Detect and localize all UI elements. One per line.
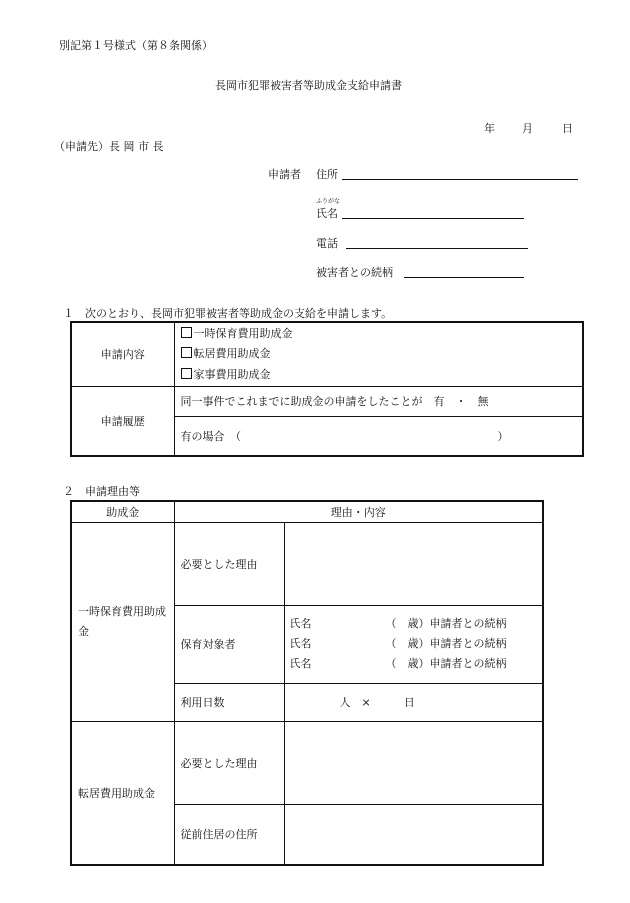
checkbox-icon [181,327,192,338]
date-year: 年 [484,122,495,135]
phone-field[interactable] [346,235,528,249]
days-field[interactable]: 人 × 日 [284,683,543,721]
history-detail[interactable]: 有の場合 （ ） [174,416,583,456]
reason-table [70,500,544,866]
option-childcare[interactable]: 一時保育費用助成金 [181,324,583,345]
previous-address-field[interactable] [284,804,543,865]
section1-statement: １ 次のとおり、長岡市犯罪被害者等助成金の支給を申請します。 [63,307,393,320]
content-options [174,322,583,386]
application-table [70,321,584,457]
col-reason: 理由・内容 [174,501,543,522]
target-label: 保育対象者 [174,605,284,683]
reason-label: 必要とした理由 [174,522,284,605]
relation-field[interactable] [404,264,524,278]
section2-heading: ２ 申請理由等 [63,485,140,498]
reason-field-2[interactable] [284,721,543,804]
history-question[interactable]: 同一事件でこれまでに助成金の申請をしたことが 有 ・ 無 [174,386,583,416]
address-field[interactable] [342,166,578,180]
reason-label-2: 必要とした理由 [174,721,284,804]
col-subsidy: 助成金 [71,501,174,522]
address-label: 住所 [316,168,338,181]
phone-label: 電話 [316,237,338,250]
target-row: 氏名 （ 歳）申請者との続柄 [289,617,507,630]
addressee: （申請先）長 岡 市 長 [54,140,164,153]
checkbox-icon [181,347,192,358]
previous-address-label: 従前住居の住所 [174,804,284,865]
name-field[interactable] [342,205,524,219]
target-row: 氏名 （ 歳）申請者との続柄 [289,657,507,670]
target-list[interactable] [284,605,543,683]
furigana-label: ふりがな [316,198,341,205]
name-label: 氏名 [316,207,338,220]
option-housework[interactable]: 家事費用助成金 [181,365,583,386]
days-label: 利用日数 [174,683,284,721]
date-month: 月 [522,122,533,135]
form-title: 長岡市犯罪被害者等助成金支給申請書 [215,79,402,92]
relocation-label: 転居費用助成金 [71,721,174,865]
reason-field[interactable] [284,522,543,605]
form-number: 別記第１号様式（第８条関係） [59,39,213,52]
option-relocation[interactable]: 転居費用助成金 [181,344,583,365]
childcare-label: 一時保育費用助成金 [71,522,174,721]
content-label: 申請内容 [71,322,174,386]
checkbox-icon [181,368,192,379]
history-label: 申請履歴 [71,386,174,456]
applicant-heading: 申請者 [268,168,301,181]
relation-label: 被害者との続柄 [316,266,393,279]
date-day: 日 [562,122,573,135]
target-row: 氏名 （ 歳）申請者との続柄 [289,637,507,650]
